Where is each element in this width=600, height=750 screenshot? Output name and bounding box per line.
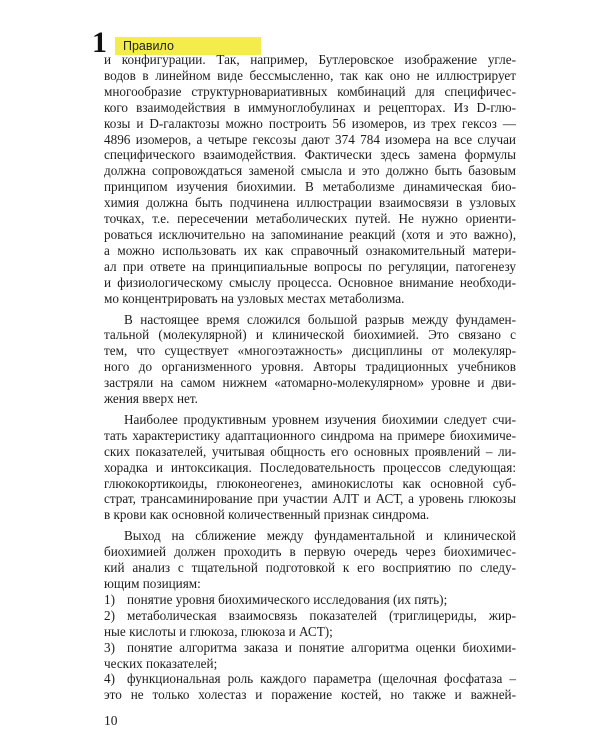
list-item	[104, 608, 516, 640]
text-line: 4896 изомеров, а четыре гексозы дают 374 784 изомера на все случаи	[104, 131, 516, 147]
text-line: и физиологическому смыслу процесса. Основное внимание необходи-	[104, 274, 516, 290]
list-item-number: 1)	[104, 591, 115, 607]
chapter-title: Правило	[115, 37, 261, 55]
text-line: понятие алгоритма заказа и понятие алгоритма оценки биохими-	[127, 639, 516, 655]
text-line: В настоящее время сложился большой разрыв между фундамен-	[124, 311, 516, 327]
paragraph	[104, 52, 516, 307]
text-line: и конфигурации. Так, например, Бутлеровское изображение угле-	[104, 52, 516, 67]
text-line: кого взаимодействия в иммуноглобулинах и рецепторах. Из D-глю-	[104, 99, 516, 115]
list-item	[104, 671, 516, 703]
text-line: глюкокортикоиды, глюконеогенез, аминокислоты как основной суб-	[104, 475, 516, 491]
text-line: тем, что существует «многоэтажность» дисциплины от молекуляр-	[104, 343, 516, 359]
text-line: ного до организменного уровня. Авторы традиционных учебников	[104, 359, 516, 375]
text-line: специфического взаимодействия. Фактически здесь замена формулы	[104, 147, 516, 163]
text-line: мо концентрировать на узловых местах метаболизма.	[104, 290, 405, 306]
text-line: Выход на сближение между фундаментальной и клинической	[124, 528, 516, 544]
text-line: страт, трансаминирование при участии АЛТ и АСТ, а уровень глюкозы	[104, 491, 516, 507]
paragraph	[104, 312, 516, 407]
list-item	[104, 592, 516, 608]
text-line: в крови как основной количественный признак синдрома.	[104, 507, 430, 523]
text-line: козы и D-галактозы можно построить 56 изомеров, из трех гексоз —	[104, 115, 516, 131]
body-text	[104, 52, 516, 703]
text-line: метаболическая взаимосвязь показателей (триглицериды, жир-	[127, 607, 516, 623]
page-number: 10	[104, 713, 118, 728]
list-item	[104, 640, 516, 672]
text-line: ал при ответе на принципиальные вопросы по регуляции, патогенезу	[104, 258, 516, 274]
paragraph	[104, 528, 516, 592]
text-line: это не только холестаз и поражение костей, но также и важней-	[104, 687, 516, 703]
text-line: роваться исключительно на запоминание реакций (хотя и это важно),	[104, 226, 516, 242]
list-item-number: 2)	[104, 607, 115, 623]
text-line: функциональная роль каждого параметра (щелочная фосфатаза –	[127, 671, 516, 687]
text-line: кий анализ с тщательной подготовкой к его восприятию по следу-	[104, 560, 516, 576]
list-item-number: 4)	[104, 671, 115, 687]
text-line: жения вверх нет.	[104, 391, 198, 407]
text-line: химия должна быть подчинена иллюстрации взаимосвязи в узловых	[104, 195, 516, 211]
text-line: многообразие структурновариативных комбинаций для специфичес-	[104, 83, 516, 99]
list-item-number: 3)	[104, 639, 115, 655]
text-line: ских показателей, учитывая общность его основных проявлений – ли-	[104, 443, 516, 459]
text-line: ющим позициям:	[104, 576, 201, 591]
text-line: тать характеристику адаптационного синдрома на примере биохимиче-	[104, 427, 516, 443]
text-line: принципом изучения биохимии. В метаболизме динамическая био-	[104, 179, 516, 195]
text-line: ные кислоты и глюкоза, глюкоза и АСТ);	[104, 623, 333, 639]
paragraph	[104, 412, 516, 523]
text-line: точках, т.е. пересечении метаболических путей. Не нужно ориенти-	[104, 211, 516, 227]
text-line: тальной (молекулярной) и клинической биохимией. Это связано с	[104, 327, 516, 343]
text-line: биохимией должен проходить в первую очередь через биохимичес-	[104, 544, 516, 560]
text-line: водов в линейном виде бессмысленно, так как оно не иллюстрирует	[104, 67, 516, 83]
chapter-number: 1	[92, 26, 107, 59]
text-line: должна сопровождаться заменой смысла и это должно быть базовым	[104, 163, 516, 179]
text-line: а можно использовать их как справочный ознакомительный матери-	[104, 242, 516, 258]
text-line: понятие уровня биохимического исследования (их пять);	[127, 591, 448, 607]
text-line: Наиболее продуктивным уровнем изучения биохимии следует счи-	[124, 411, 516, 427]
text-line: хорадка и интоксикация. Последовательность процессов следующая:	[104, 459, 516, 475]
text-line: ческих показателей;	[104, 655, 218, 671]
text-line: застряли на самом нижнем «атомарно-молекулярном» уровне и дви-	[104, 375, 516, 391]
